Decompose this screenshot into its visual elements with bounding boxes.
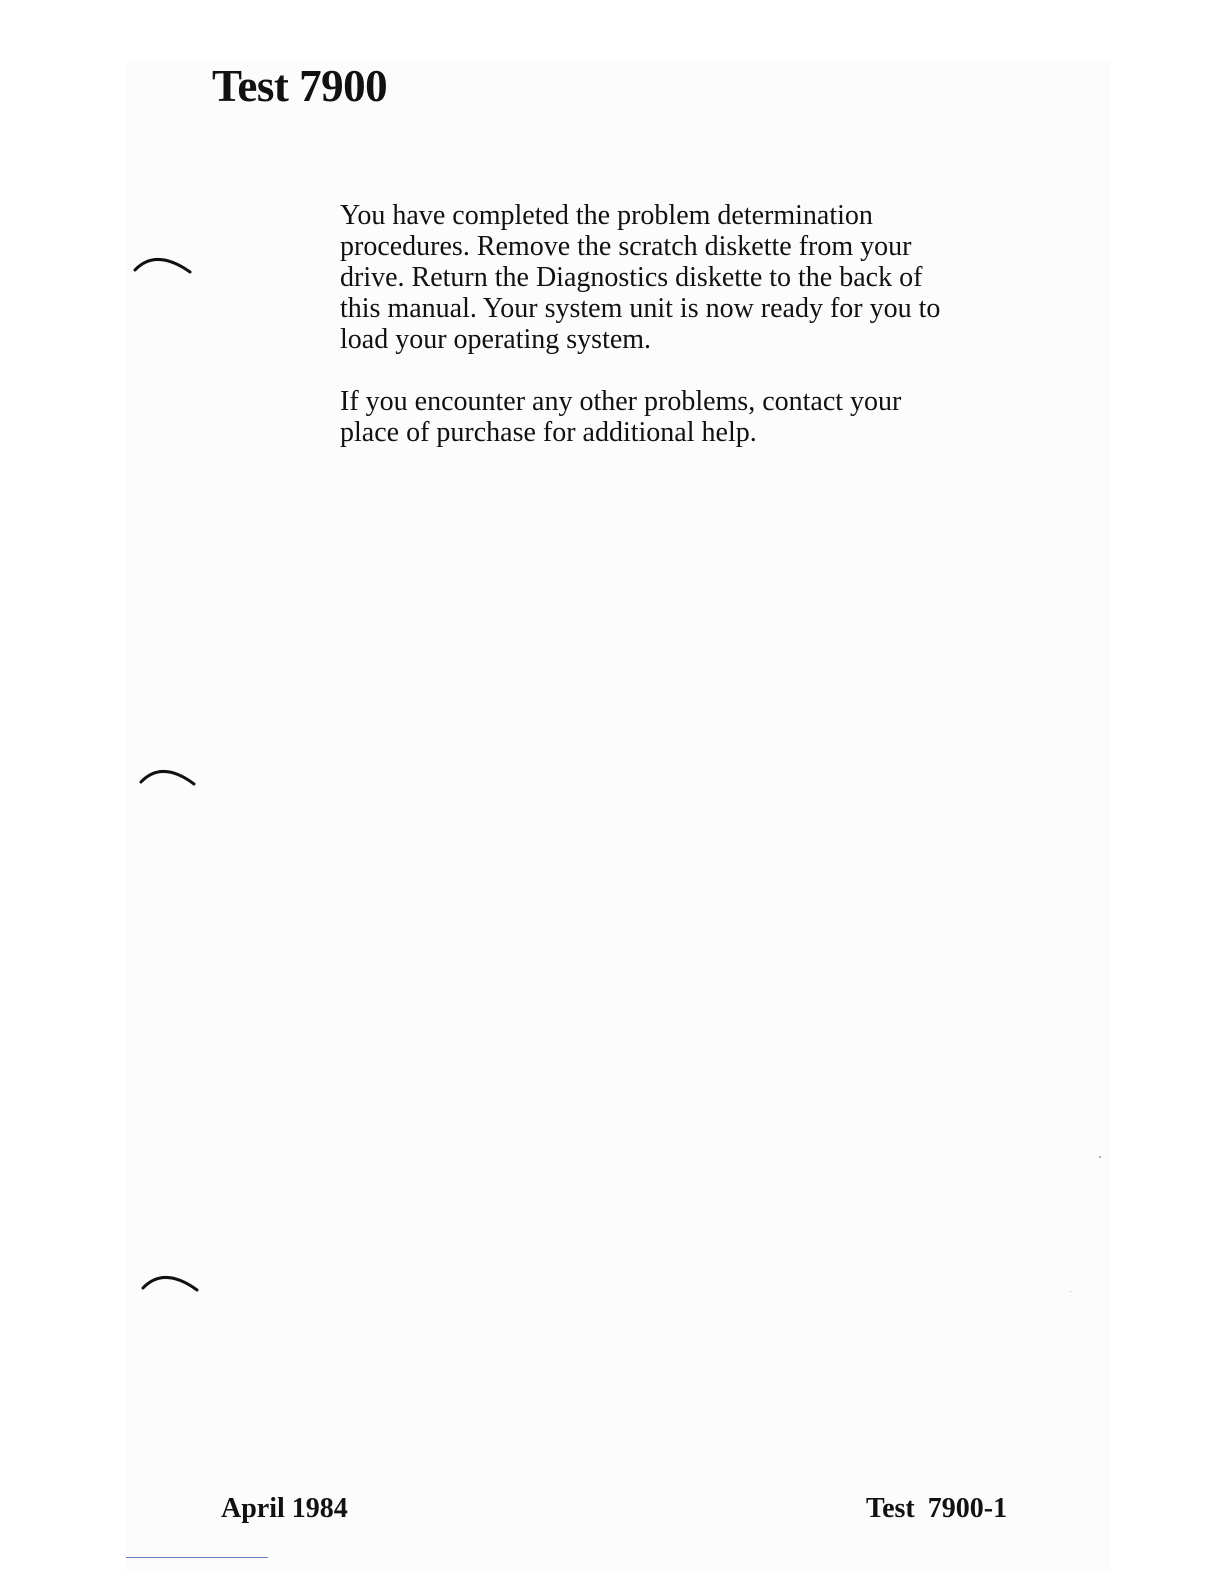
text-line: drive. Return the Diagnostics diskette to the back of [340, 262, 923, 293]
paragraph-spacer [340, 355, 1040, 386]
paragraph-completion [340, 200, 1040, 355]
scan-edge-line [126, 1557, 268, 1558]
text-line: procedures. Remove the scratch diskette from your [340, 231, 912, 262]
text-line: place of purchase for additional help. [340, 417, 757, 448]
footer-page-number: Test 7900-1 [866, 1493, 1008, 1524]
text-line: load your operating system. [340, 324, 652, 355]
footer-date: April 1984 [221, 1493, 348, 1524]
body-text [340, 200, 1040, 448]
text-line: If you encounter any other problems, contact your [340, 386, 902, 417]
binder-hole-mark-icon [140, 1268, 204, 1294]
scan-speck [1070, 1291, 1071, 1292]
text-line: You have completed the problem determination [340, 200, 873, 231]
binder-hole-mark-icon [132, 250, 196, 276]
text-line: this manual. Your system unit is now ready for you to [340, 293, 941, 324]
page-title: Test 7900 [212, 61, 388, 111]
binder-hole-mark-icon [138, 762, 202, 788]
paragraph-help [340, 386, 1040, 448]
scan-speck [1099, 1156, 1101, 1158]
